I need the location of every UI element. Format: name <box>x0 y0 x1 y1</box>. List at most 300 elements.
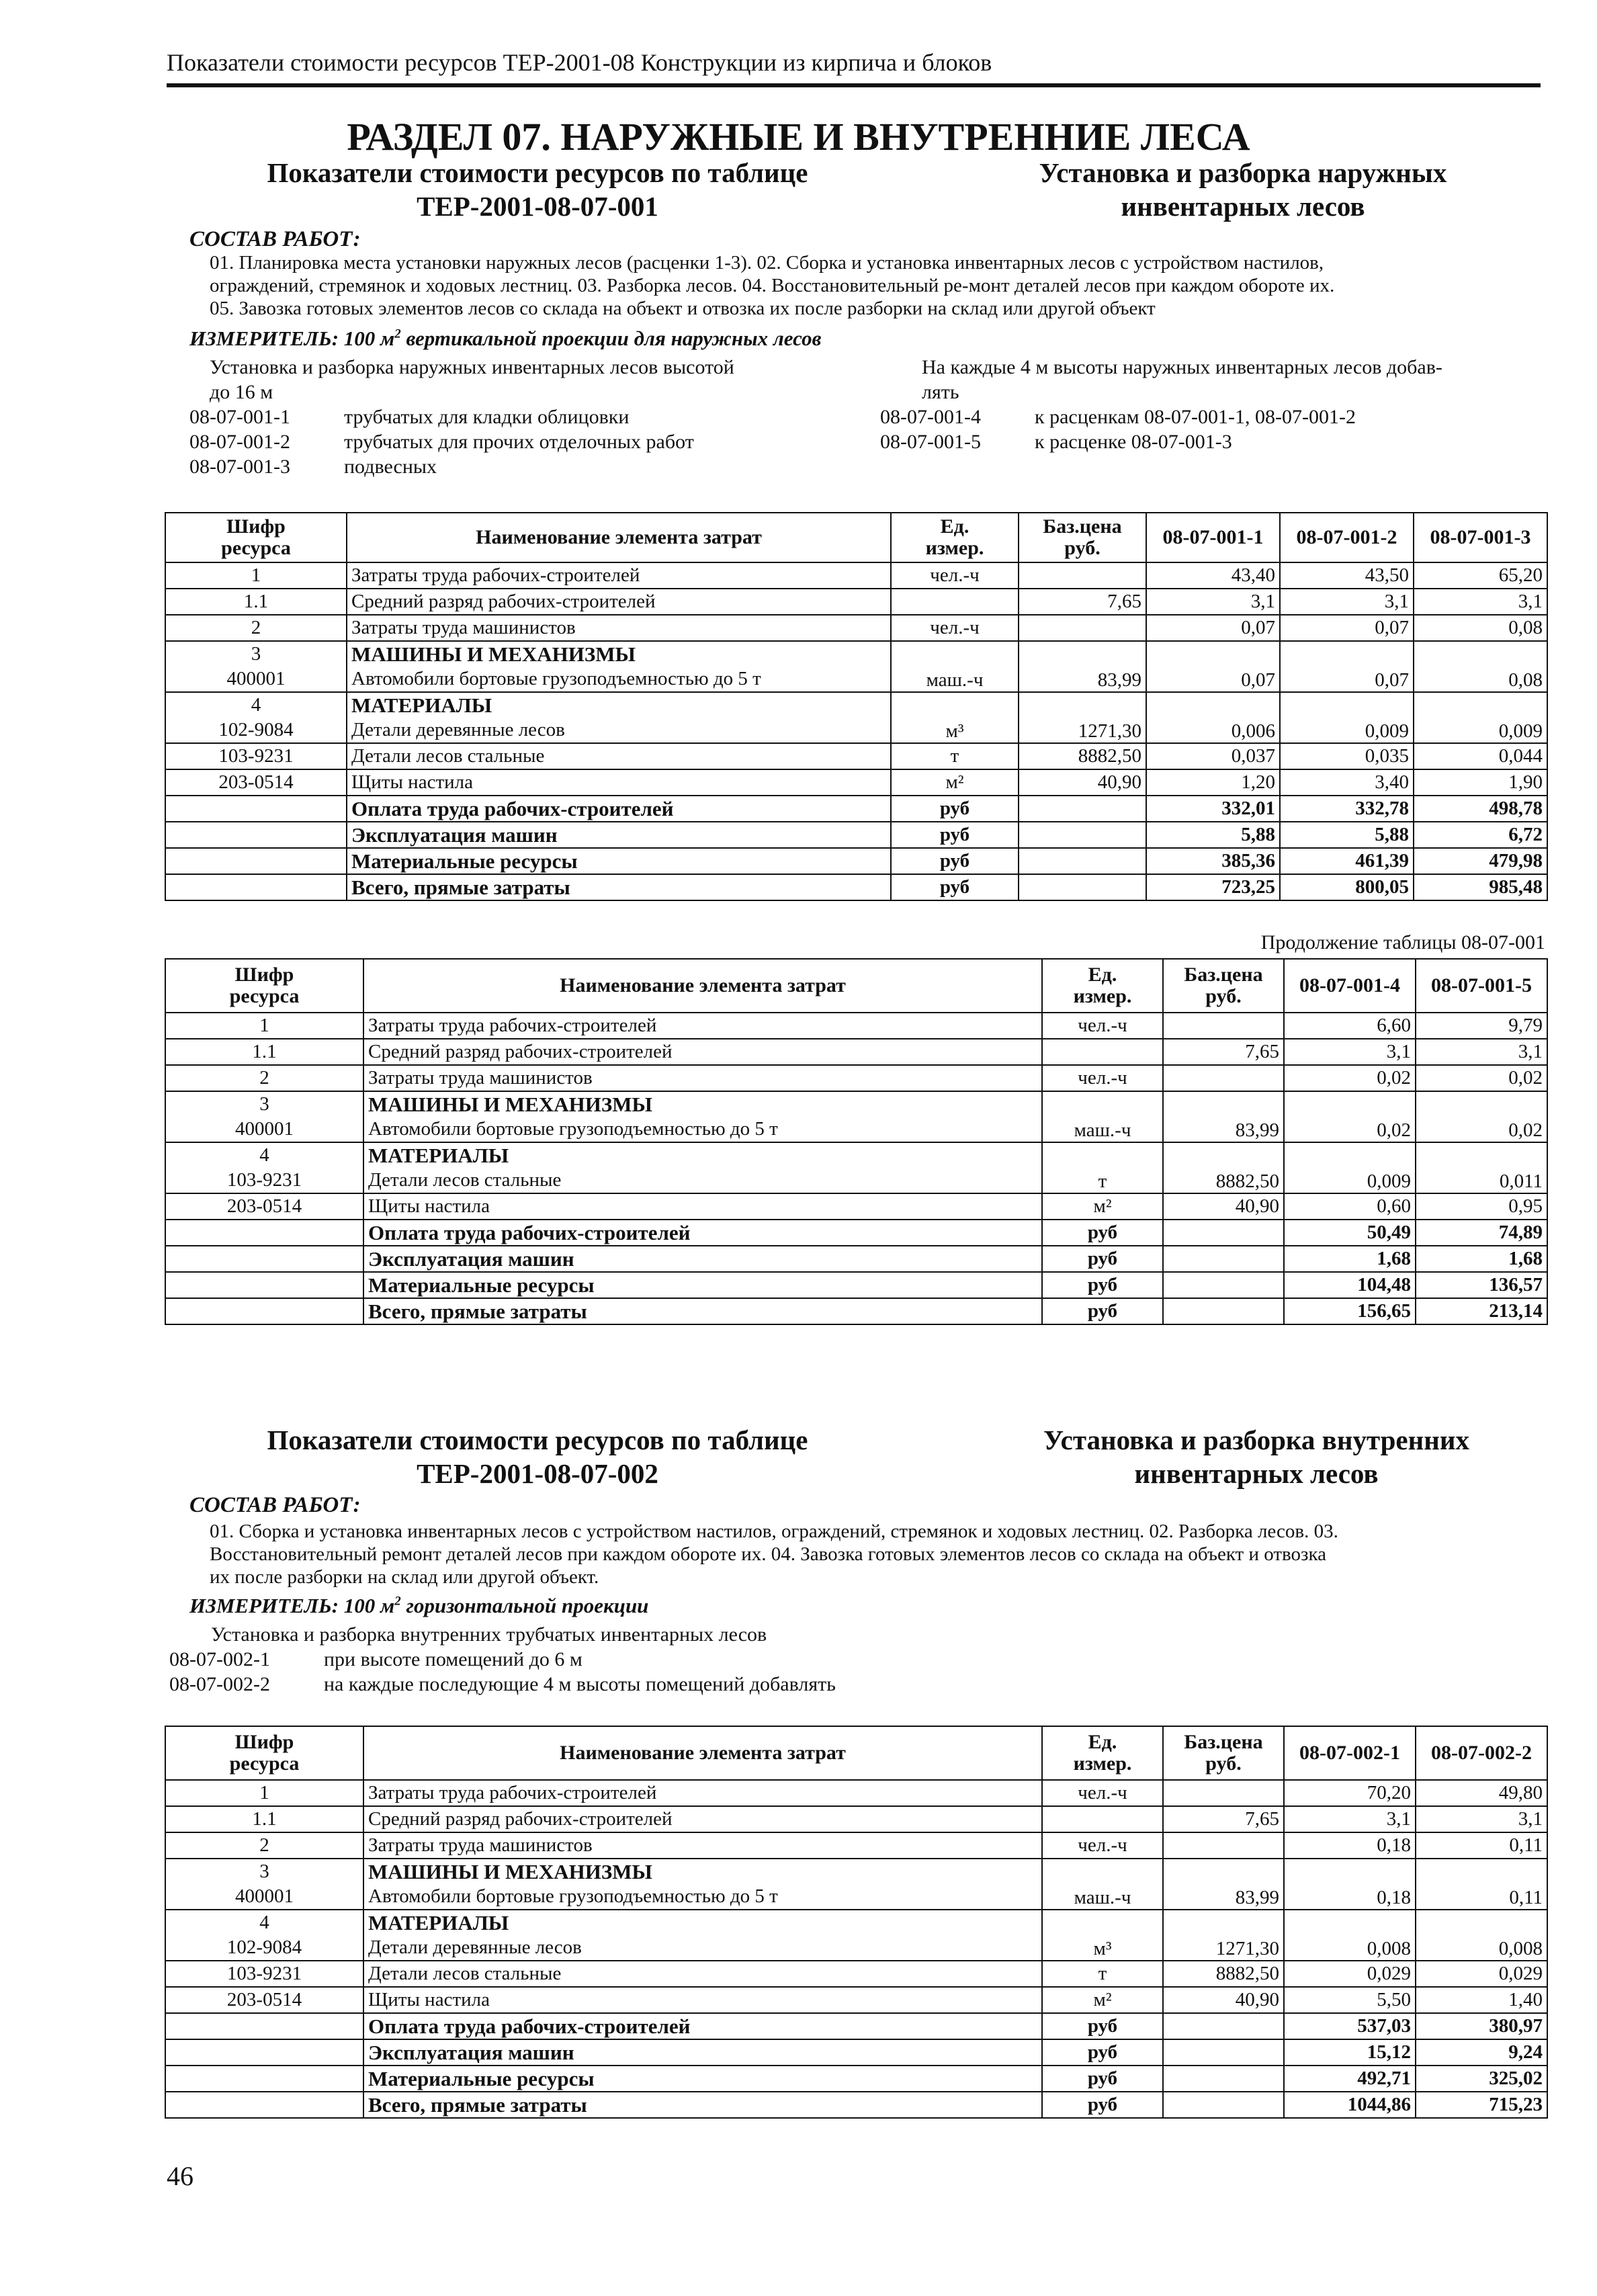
resource-table-1 <box>165 512 1548 901</box>
table2-title-left <box>222 1423 853 1490</box>
base-price-cell <box>1163 2066 1284 2092</box>
unit-cell: чел.-ч <box>1042 1013 1163 1039</box>
total-label-cell: Материальные ресурсы <box>363 1272 1042 1298</box>
table2-title-right-line1: Установка и разборка внутренних <box>1043 1425 1469 1455</box>
unit-cell: м³ <box>891 692 1019 743</box>
unit-cell <box>1042 1806 1163 1832</box>
cost-element-name-cell: МАШИНЫ И МЕХАНИЗМЫ Автомобили бортовые грузоподъемностью до 5 т <box>347 641 891 692</box>
rate-value-cell: 0,008 <box>1416 1910 1547 1961</box>
table-row <box>165 692 1547 743</box>
rate-value-cell: 5,50 <box>1284 1987 1416 2013</box>
resource-code-cell: 2 <box>165 615 347 641</box>
total-label-cell: Всего, прямые затраты <box>363 1298 1042 1324</box>
base-price-cell: 83,99 <box>1019 641 1146 692</box>
base-price-cell <box>1163 2013 1284 2039</box>
total-value-cell: 332,78 <box>1280 796 1414 822</box>
price-list-right-head: На каждые 4 м высоты наружных инвентарных лесов добав- <box>922 356 1442 378</box>
rate-value-cell: 6,60 <box>1284 1013 1416 1039</box>
unit-cell: т <box>891 743 1019 769</box>
header-rule <box>167 83 1541 87</box>
total-value-cell: 6,72 <box>1414 822 1547 848</box>
work-line: 01. Планировка места установки наружных лесов (расценки 1-3). 02. Сборка и установка инвентарных лесов с устройством настилов, <box>210 252 1324 273</box>
table-row <box>165 589 1547 615</box>
total-label-cell: Оплата труда рабочих-строителей <box>363 1220 1042 1246</box>
resource-code-cell: 1.1 <box>165 1806 363 1832</box>
unit-cell: руб <box>891 848 1019 874</box>
rate-value-cell: 0,07 <box>1280 615 1414 641</box>
total-value-cell: 5,88 <box>1146 822 1280 848</box>
total-value-cell: 50,49 <box>1284 1220 1416 1246</box>
base-price-cell: 7,65 <box>1019 589 1146 615</box>
col-rate-header: 08-07-001-5 <box>1416 959 1547 1013</box>
table-title-left-line1: Показатели стоимости ресурсов по таблице <box>267 157 808 188</box>
total-row <box>165 1220 1547 1246</box>
cost-element-name-cell: Средний разряд рабочих-строителей <box>363 1039 1042 1065</box>
rate-value-cell: 0,60 <box>1284 1193 1416 1220</box>
cost-element-name-cell: Затраты труда машинистов <box>347 615 891 641</box>
cost-element-name-cell: Щиты настила <box>347 769 891 796</box>
unit-cell: т <box>1042 1142 1163 1193</box>
col-name-header: Наименование элемента затрат <box>363 1726 1042 1780</box>
base-price-cell <box>1163 1220 1284 1246</box>
rate-value-cell: 0,11 <box>1416 1859 1547 1910</box>
cost-element-name-cell: Детали лесов стальные <box>347 743 891 769</box>
base-price-cell: 7,65 <box>1163 1039 1284 1065</box>
col-code-header: Шифр ресурса <box>165 513 347 562</box>
price-item: 08-07-001-5 к расценке 08-07-001-3 <box>880 431 1232 453</box>
total-value-cell: 537,03 <box>1284 2013 1416 2039</box>
base-price-cell <box>1019 848 1146 874</box>
rate-value-cell: 49,80 <box>1416 1780 1547 1806</box>
cost-element-name-cell: МАТЕРИАЛЫ Детали лесов стальные <box>363 1142 1042 1193</box>
rate-value-cell: 65,20 <box>1414 562 1547 589</box>
col-price-header: Баз.цена руб. <box>1019 513 1146 562</box>
total-value-cell: 715,23 <box>1416 2092 1547 2118</box>
unit-cell: руб <box>1042 2013 1163 2039</box>
total-row <box>165 874 1547 900</box>
cost-element-name-cell: Щиты настила <box>363 1987 1042 2013</box>
cost-element-name-cell: Затраты труда машинистов <box>363 1832 1042 1859</box>
col-name-header: Наименование элемента затрат <box>347 513 891 562</box>
total-row <box>165 848 1547 874</box>
base-price-cell <box>1019 796 1146 822</box>
cost-element-name-cell: Затраты труда рабочих-строителей <box>363 1013 1042 1039</box>
unit-cell <box>891 589 1019 615</box>
total-value-cell: 498,78 <box>1414 796 1547 822</box>
unit-cell: маш.-ч <box>1042 1091 1163 1142</box>
resource-code-cell <box>165 848 347 874</box>
resource-code-cell: 203-0514 <box>165 1193 363 1220</box>
price-list-left <box>189 355 902 479</box>
table-row <box>165 1859 1547 1910</box>
rate-value-cell: 0,02 <box>1416 1091 1547 1142</box>
resource-table-3 <box>165 1726 1548 2119</box>
resource-code-cell <box>165 874 347 900</box>
price-item: 08-07-001-4 к расценкам 08-07-001-1, 08-07-001-2 <box>880 406 1356 428</box>
resource-code-cell: 3 400001 <box>165 1091 363 1142</box>
resource-code-cell: 3 400001 <box>165 641 347 692</box>
unit-cell: руб <box>1042 2066 1163 2092</box>
unit-cell: руб <box>1042 1246 1163 1272</box>
work-line: Восстановительный ремонт деталей лесов при каждом обороте их. 04. Завозка готовых элементов лесов со склада на объект и отвозка <box>210 1543 1326 1565</box>
table2-title-right <box>967 1423 1545 1490</box>
rate-value-cell: 0,08 <box>1414 615 1547 641</box>
total-value-cell: 156,65 <box>1284 1298 1416 1324</box>
rate-value-cell: 0,18 <box>1284 1859 1416 1910</box>
table-row <box>165 743 1547 769</box>
work-composition-label-2: СОСТАВ РАБОТ: <box>189 1493 361 1517</box>
rate-value-cell: 43,50 <box>1280 562 1414 589</box>
base-price-cell: 1271,30 <box>1019 692 1146 743</box>
total-label-cell: Оплата труда рабочих-строителей <box>347 796 891 822</box>
cost-element-name-cell: Средний разряд рабочих-строителей <box>347 589 891 615</box>
rate-value-cell: 1,40 <box>1416 1987 1547 2013</box>
base-price-cell <box>1163 1832 1284 1859</box>
base-price-cell <box>1163 2039 1284 2066</box>
work-line: их после разборки на склад или другой объект. <box>210 1566 599 1588</box>
table-row <box>165 1832 1547 1859</box>
total-value-cell: 15,12 <box>1284 2039 1416 2066</box>
work-line: ограждений, стремянок и ходовых лестниц. 03. Разборка лесов. 04. Восстановительный ре-монт деталей лесов при каждом обороте их. <box>210 275 1335 296</box>
rate-value-cell: 3,1 <box>1414 589 1547 615</box>
cost-element-name-cell: Затраты труда рабочих-строителей <box>347 562 891 589</box>
resource-code-cell: 1.1 <box>165 589 347 615</box>
section-title: РАЗДЕЛ 07. НАРУЖНЫЕ И ВНУТРЕННИЕ ЛЕСА <box>347 115 1250 159</box>
price-list-2-head: Установка и разборка внутренних трубчатых инвентарных лесов <box>211 1623 767 1646</box>
base-price-cell <box>1163 1065 1284 1091</box>
table-row <box>165 641 1547 692</box>
table-title-right-line2: инвентарных лесов <box>1121 191 1365 222</box>
work-composition-label: СОСТАВ РАБОТ: <box>189 227 361 251</box>
table-row <box>165 1013 1547 1039</box>
total-label-cell: Материальные ресурсы <box>347 848 891 874</box>
table-row <box>165 1142 1547 1193</box>
base-price-cell <box>1163 1013 1284 1039</box>
table-row <box>165 1910 1547 1961</box>
base-price-cell: 40,90 <box>1163 1987 1284 2013</box>
unit-cell: маш.-ч <box>1042 1859 1163 1910</box>
price-item: 08-07-001-2 трубчатых для прочих отделочных работ <box>189 431 694 453</box>
base-price-cell: 1271,30 <box>1163 1910 1284 1961</box>
table-row <box>165 1961 1547 1987</box>
rate-value-cell: 3,1 <box>1146 589 1280 615</box>
resource-code-cell: 1.1 <box>165 1039 363 1065</box>
rate-value-cell: 0,044 <box>1414 743 1547 769</box>
resource-code-cell: 3 400001 <box>165 1859 363 1910</box>
resource-table-2 <box>165 958 1548 1325</box>
total-value-cell: 479,98 <box>1414 848 1547 874</box>
col-price-header: Баз.цена руб. <box>1163 959 1284 1013</box>
total-label-cell: Всего, прямые затраты <box>347 874 891 900</box>
total-label-cell: Всего, прямые затраты <box>363 2092 1042 2118</box>
total-value-cell: 1044,86 <box>1284 2092 1416 2118</box>
unit-cell: чел.-ч <box>891 562 1019 589</box>
total-value-cell: 9,24 <box>1416 2039 1547 2066</box>
resource-code-cell: 203-0514 <box>165 769 347 796</box>
unit-cell: руб <box>1042 1220 1163 1246</box>
base-price-cell <box>1163 1780 1284 1806</box>
price-item: 08-07-001-3 подвесных <box>189 456 437 478</box>
total-label-cell: Эксплуатация машин <box>347 822 891 848</box>
total-value-cell: 1,68 <box>1284 1246 1416 1272</box>
table-row <box>165 1091 1547 1142</box>
resource-code-cell <box>165 2039 363 2066</box>
unit-cell: чел.-ч <box>891 615 1019 641</box>
unit-cell: руб <box>1042 2039 1163 2066</box>
col-code-header: Шифр ресурса <box>165 1726 363 1780</box>
resource-code-cell <box>165 2013 363 2039</box>
rate-value-cell: 0,008 <box>1284 1910 1416 1961</box>
price-list-right <box>880 355 1545 454</box>
rate-value-cell: 0,07 <box>1146 615 1280 641</box>
col-price-header: Баз.цена руб. <box>1163 1726 1284 1780</box>
resource-code-cell: 1 <box>165 1780 363 1806</box>
cost-element-name-cell: МАТЕРИАЛЫ Детали деревянные лесов <box>347 692 891 743</box>
col-code-header: Шифр ресурса <box>165 959 363 1013</box>
col-rate-header: 08-07-001-1 <box>1146 513 1280 562</box>
rate-value-cell: 0,029 <box>1416 1961 1547 1987</box>
total-value-cell: 5,88 <box>1280 822 1414 848</box>
resource-code-cell: 4 102-9084 <box>165 1910 363 1961</box>
col-unit-header: Ед. измер. <box>1042 959 1163 1013</box>
base-price-cell: 40,90 <box>1163 1193 1284 1220</box>
work-line: 05. Завозка готовых элементов лесов со склада на объект и отвозка их после разборки на склад или другой объект <box>210 298 1156 319</box>
resource-code-cell: 2 <box>165 1832 363 1859</box>
rate-value-cell: 0,11 <box>1416 1832 1547 1859</box>
table-row <box>165 1065 1547 1091</box>
price-item: 08-07-002-1 при высоте помещений до 6 м <box>169 1648 582 1670</box>
rate-value-cell: 0,02 <box>1416 1065 1547 1091</box>
measure-unit: ИЗМЕРИТЕЛЬ: 100 $м^2$ вертикальной проекции для наружных лесов <box>189 327 822 350</box>
unit-cell: м² <box>1042 1193 1163 1220</box>
price-list-2 <box>169 1622 1311 1697</box>
resource-code-cell <box>165 1220 363 1246</box>
base-price-cell: 7,65 <box>1163 1806 1284 1832</box>
resource-code-cell: 1 <box>165 562 347 589</box>
rate-value-cell: 3,40 <box>1280 769 1414 796</box>
total-value-cell: 325,02 <box>1416 2066 1547 2092</box>
table-row <box>165 562 1547 589</box>
base-price-cell <box>1163 2092 1284 2118</box>
cost-element-name-cell: Затраты труда машинистов <box>363 1065 1042 1091</box>
base-price-cell <box>1019 562 1146 589</box>
table-title-left <box>222 156 853 223</box>
col-rate-header: 08-07-001-4 <box>1284 959 1416 1013</box>
table-row <box>165 1780 1547 1806</box>
unit-cell: м³ <box>1042 1910 1163 1961</box>
base-price-cell: 83,99 <box>1163 1859 1284 1910</box>
resource-code-cell: 103-9231 <box>165 743 347 769</box>
rate-value-cell: 70,20 <box>1284 1780 1416 1806</box>
cost-element-name-cell: МАШИНЫ И МЕХАНИЗМЫ Автомобили бортовые грузоподъемностью до 5 т <box>363 1859 1042 1910</box>
resource-code-cell <box>165 2066 363 2092</box>
table-title-right <box>954 156 1532 223</box>
total-row <box>165 2066 1547 2092</box>
resource-code-cell: 203-0514 <box>165 1987 363 2013</box>
total-value-cell: 332,01 <box>1146 796 1280 822</box>
col-unit-header: Ед. измер. <box>891 513 1019 562</box>
resource-code-cell <box>165 822 347 848</box>
cost-element-name-cell: Средний разряд рабочих-строителей <box>363 1806 1042 1832</box>
rate-value-cell: 0,009 <box>1280 692 1414 743</box>
price-list-right-head2: лять <box>922 381 959 403</box>
cost-element-name-cell: МАШИНЫ И МЕХАНИЗМЫ Автомобили бортовые грузоподъемностью до 5 т <box>363 1091 1042 1142</box>
total-label-cell: Оплата труда рабочих-строителей <box>363 2013 1042 2039</box>
rate-value-cell: 0,011 <box>1416 1142 1547 1193</box>
base-price-cell: 8882,50 <box>1019 743 1146 769</box>
table2-title-left-line1: Показатели стоимости ресурсов по таблице <box>267 1425 808 1455</box>
col-name-header: Наименование элемента затрат <box>363 959 1042 1013</box>
total-label-cell: Материальные ресурсы <box>363 2066 1042 2092</box>
rate-value-cell: 3,1 <box>1284 1039 1416 1065</box>
total-value-cell: 492,71 <box>1284 2066 1416 2092</box>
col-rate-header: 08-07-002-2 <box>1416 1726 1547 1780</box>
total-value-cell: 104,48 <box>1284 1272 1416 1298</box>
rate-value-cell: 0,02 <box>1284 1065 1416 1091</box>
base-price-cell <box>1019 822 1146 848</box>
cost-element-name-cell: Детали лесов стальные <box>363 1961 1042 1987</box>
price-item: 08-07-001-1 трубчатых для кладки облицовки <box>189 406 630 428</box>
unit-cell: т <box>1042 1961 1163 1987</box>
base-price-cell <box>1163 1272 1284 1298</box>
continuation-note: Продолжение таблицы 08-07-001 <box>1260 931 1545 953</box>
resource-code-cell <box>165 1298 363 1324</box>
cost-element-name-cell: Щиты настила <box>363 1193 1042 1220</box>
table2-title-left-line2: ТЕР-2001-08-07-002 <box>417 1458 658 1489</box>
measure-unit-2: ИЗМЕРИТЕЛЬ: 100 $м^2$ горизонтальной проекции <box>189 1594 649 1617</box>
total-row <box>165 2039 1547 2066</box>
total-row <box>165 1298 1547 1324</box>
unit-cell: чел.-ч <box>1042 1832 1163 1859</box>
rate-value-cell: 1,20 <box>1146 769 1280 796</box>
total-label-cell: Эксплуатация машин <box>363 1246 1042 1272</box>
rate-value-cell: 0,07 <box>1146 641 1280 692</box>
table-row <box>165 769 1547 796</box>
resource-code-cell: 103-9231 <box>165 1961 363 1987</box>
table-title-right-line1: Установка и разборка наружных <box>1039 157 1447 188</box>
rate-value-cell: 0,035 <box>1280 743 1414 769</box>
unit-cell <box>1042 1039 1163 1065</box>
col-rate-header: 08-07-001-2 <box>1280 513 1414 562</box>
table-row <box>165 1806 1547 1832</box>
work-line: 01. Сборка и установка инвентарных лесов с устройством настилов, ограждений, стремянок и ходовых лестниц. 02. Разборка лесов. 03. <box>210 1521 1338 1542</box>
total-value-cell: 461,39 <box>1280 848 1414 874</box>
unit-cell: м² <box>891 769 1019 796</box>
col-rate-header: 08-07-002-1 <box>1284 1726 1416 1780</box>
total-value-cell: 74,89 <box>1416 1220 1547 1246</box>
base-price-cell <box>1019 874 1146 900</box>
rate-value-cell: 0,18 <box>1284 1832 1416 1859</box>
table-title-left-line2: ТЕР-2001-08-07-001 <box>417 191 658 222</box>
rate-value-cell: 9,79 <box>1416 1013 1547 1039</box>
resource-code-cell <box>165 1246 363 1272</box>
table2-title-right-line2: инвентарных лесов <box>1134 1458 1379 1489</box>
unit-cell: руб <box>891 796 1019 822</box>
unit-cell: руб <box>1042 1272 1163 1298</box>
total-value-cell: 1,68 <box>1416 1246 1547 1272</box>
resource-code-cell <box>165 1272 363 1298</box>
rate-value-cell: 0,08 <box>1414 641 1547 692</box>
rate-value-cell: 1,90 <box>1414 769 1547 796</box>
page-number: 46 <box>167 2161 193 2191</box>
total-value-cell: 385,36 <box>1146 848 1280 874</box>
rate-value-cell: 0,95 <box>1416 1193 1547 1220</box>
rate-value-cell: 3,1 <box>1416 1806 1547 1832</box>
resource-code-cell: 4 103-9231 <box>165 1142 363 1193</box>
price-list-left-head2: до 16 м <box>210 381 273 403</box>
total-row <box>165 1246 1547 1272</box>
total-row <box>165 822 1547 848</box>
base-price-cell: 83,99 <box>1163 1091 1284 1142</box>
resource-code-cell <box>165 2092 363 2118</box>
unit-cell: маш.-ч <box>891 641 1019 692</box>
rate-value-cell: 3,1 <box>1284 1806 1416 1832</box>
total-label-cell: Эксплуатация машин <box>363 2039 1042 2066</box>
total-row <box>165 2092 1547 2118</box>
unit-cell: руб <box>1042 2092 1163 2118</box>
total-value-cell: 723,25 <box>1146 874 1280 900</box>
rate-value-cell: 43,40 <box>1146 562 1280 589</box>
base-price-cell <box>1019 615 1146 641</box>
total-value-cell: 213,14 <box>1416 1298 1547 1324</box>
base-price-cell: 8882,50 <box>1163 1142 1284 1193</box>
rate-value-cell: 3,1 <box>1280 589 1414 615</box>
running-header: Показатели стоимости ресурсов ТЕР-2001-08 Конструкции из кирпича и блоков <box>167 49 992 76</box>
rate-value-cell: 0,029 <box>1284 1961 1416 1987</box>
total-row <box>165 796 1547 822</box>
rate-value-cell: 0,009 <box>1284 1142 1416 1193</box>
rate-value-cell: 3,1 <box>1416 1039 1547 1065</box>
table-row <box>165 615 1547 641</box>
cost-element-name-cell: Затраты труда рабочих-строителей <box>363 1780 1042 1806</box>
resource-code-cell: 2 <box>165 1065 363 1091</box>
table-row <box>165 1193 1547 1220</box>
resource-code-cell: 4 102-9084 <box>165 692 347 743</box>
unit-cell: руб <box>1042 1298 1163 1324</box>
base-price-cell <box>1163 1298 1284 1324</box>
total-row <box>165 1272 1547 1298</box>
rate-value-cell: 0,07 <box>1280 641 1414 692</box>
unit-cell: руб <box>891 874 1019 900</box>
col-rate-header: 08-07-001-3 <box>1414 513 1547 562</box>
total-row <box>165 2013 1547 2039</box>
total-value-cell: 136,57 <box>1416 1272 1547 1298</box>
table-row <box>165 1987 1547 2013</box>
base-price-cell: 40,90 <box>1019 769 1146 796</box>
unit-cell: чел.-ч <box>1042 1780 1163 1806</box>
price-item: 08-07-002-2 на каждые последующие 4 м высоты помещений добавлять <box>169 1673 836 1695</box>
unit-cell: чел.-ч <box>1042 1065 1163 1091</box>
cost-element-name-cell: МАТЕРИАЛЫ Детали деревянные лесов <box>363 1910 1042 1961</box>
base-price-cell: 8882,50 <box>1163 1961 1284 1987</box>
total-value-cell: 985,48 <box>1414 874 1547 900</box>
rate-value-cell: 0,02 <box>1284 1091 1416 1142</box>
work-composition-text <box>210 251 1547 320</box>
unit-cell: руб <box>891 822 1019 848</box>
total-value-cell: 800,05 <box>1280 874 1414 900</box>
resource-code-cell <box>165 796 347 822</box>
rate-value-cell: 0,009 <box>1414 692 1547 743</box>
unit-cell: м² <box>1042 1987 1163 2013</box>
work-composition-text-2 <box>210 1520 1547 1588</box>
rate-value-cell: 0,037 <box>1146 743 1280 769</box>
total-value-cell: 380,97 <box>1416 2013 1547 2039</box>
col-unit-header: Ед. измер. <box>1042 1726 1163 1780</box>
rate-value-cell: 0,006 <box>1146 692 1280 743</box>
price-list-left-head: Установка и разборка наружных инвентарных лесов высотой <box>210 356 734 378</box>
base-price-cell <box>1163 1246 1284 1272</box>
resource-code-cell: 1 <box>165 1013 363 1039</box>
